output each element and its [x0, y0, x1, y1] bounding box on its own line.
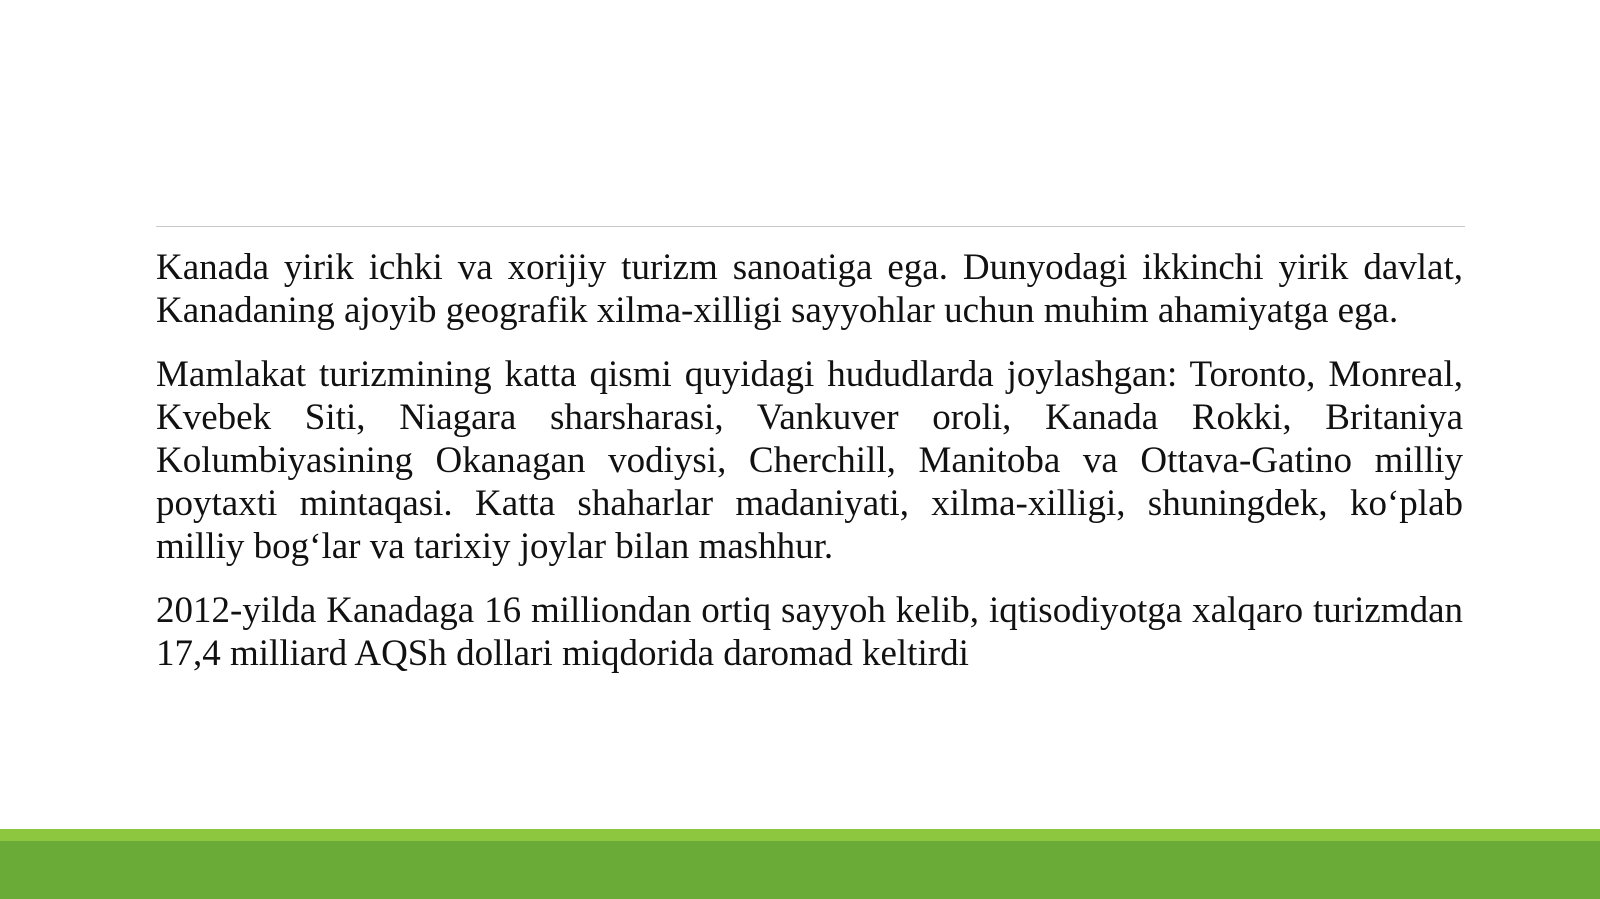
paragraph-1: Kanada yirik ichki va xorijiy turizm sanoatiga ega. Dunyodagi ikkinchi yirik davlat, Kanadaning ajoyib geografik xilma-xilligi sayyohlar uchun muhim ahamiyatga ega.: [156, 247, 1463, 331]
paragraph-2: Mamlakat turizmining katta qismi quyidagi hududlarda joylashgan: Toronto, Monreal, Kvebek Siti, Niagara sharsharasi, Vankuver oroli, Kanada Rokki, Britaniya Kolumbiyasining Okanagan vodiysi, Cherchill, Manitoba va Ottava-Gatino milliy poytaxti mintaqasi. Katta shaharlar madaniyati, xilma-xilligi, shuningdek, ko‘plab milliy bog‘lar va tarixiy joylar bilan mashhur.: [156, 354, 1463, 567]
title-divider-line: [156, 226, 1465, 227]
footer-green-band: [0, 829, 1600, 899]
paragraph-3: 2012-yilda Kanadaga 16 milliondan ortiq sayyoh kelib, iqtisodiyotga xalqaro turizmdan 17,4 milliard AQSh dollari miqdorida daromad keltirdi: [156, 590, 1463, 674]
footer-light-stripe: [0, 829, 1600, 841]
slide-body-text: [156, 246, 1463, 696]
footer-dark-stripe: [0, 841, 1600, 899]
